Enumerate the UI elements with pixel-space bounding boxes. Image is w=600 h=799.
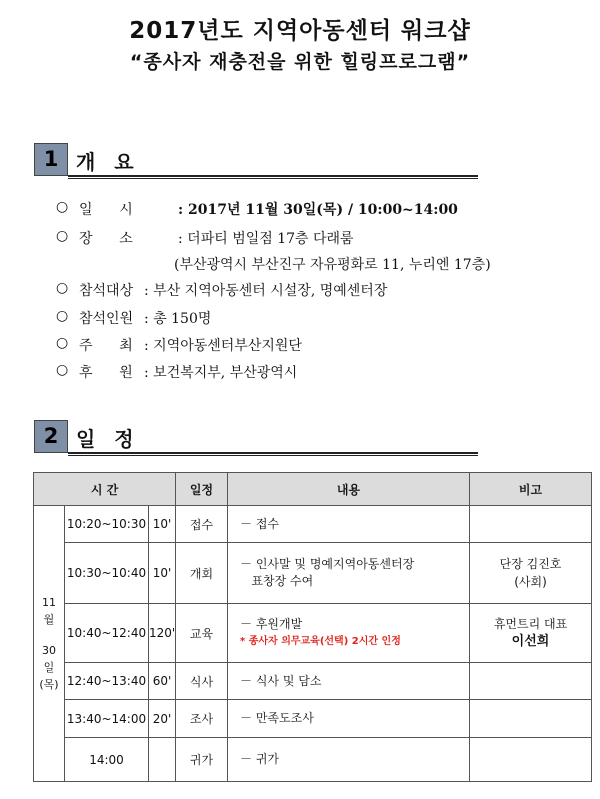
duration-cell [149, 738, 176, 782]
section-divider [68, 452, 478, 454]
content-cell [228, 543, 470, 604]
table-header-row [34, 473, 592, 506]
section-divider [68, 455, 478, 456]
section-divider [68, 175, 478, 177]
date-weekday: (목) [39, 678, 59, 691]
note-cell [470, 506, 592, 543]
note-cell [470, 604, 592, 663]
content-line: － 귀가 [240, 752, 280, 766]
time-cell: 13:40~14:00 [65, 700, 149, 738]
note-cell [470, 543, 592, 604]
duration-cell: 10' [149, 543, 176, 604]
content-line: － 만족도조사 [240, 711, 314, 725]
type-cell: 조사 [176, 700, 228, 738]
circle-bullet-icon: ○ [56, 228, 69, 244]
header-type: 일정 [176, 473, 228, 506]
type-cell: 교육 [176, 604, 228, 663]
time-cell: 10:20~10:30 [65, 506, 149, 543]
type-cell: 식사 [176, 663, 228, 700]
type-cell: 접수 [176, 506, 228, 543]
overview-value: : 2017년 11월 30일(목) / 10:00~14:00 [178, 202, 458, 218]
table-row [34, 700, 592, 738]
schedule-table [33, 472, 592, 782]
circle-bullet-icon: ○ [56, 335, 69, 351]
section-header-overview [34, 143, 474, 176]
note-line: 이선희 [511, 634, 550, 649]
content-line: 표창장 수여 [240, 574, 314, 588]
time-cell: 14:00 [65, 738, 149, 782]
duration-cell: 120' [149, 604, 176, 663]
table-row [34, 738, 592, 782]
content-line: － 인사말 및 명예지역아동센터장 [240, 557, 415, 571]
table-row [34, 543, 592, 604]
content-line: － 접수 [240, 516, 280, 531]
section-divider [68, 178, 478, 179]
overview-value: : 보건복지부, 부산광역시 [144, 365, 298, 381]
header-content: 내용 [228, 473, 470, 506]
section-number: 1 [34, 143, 68, 176]
circle-bullet-icon: ○ [56, 280, 69, 296]
page-title: 2017년도 지역아동센터 워크샵 [129, 18, 471, 44]
section-number: 2 [34, 420, 68, 453]
time-cell: 10:30~10:40 [65, 543, 149, 604]
overview-value: : 부산 지역아동센터 시설장, 명예센터장 [144, 283, 388, 299]
overview-value: : 지역아동센터부산지원단 [144, 338, 302, 354]
header-time: 시 간 [34, 473, 176, 506]
circle-bullet-icon: ○ [56, 308, 69, 324]
table-row [34, 506, 592, 543]
date-cell [34, 506, 65, 782]
circle-bullet-icon: ○ [56, 362, 69, 378]
section-title: 개 요 [76, 150, 140, 174]
date-month-unit: 월 [43, 613, 55, 626]
type-cell: 귀가 [176, 738, 228, 782]
content-cell [228, 700, 470, 738]
duration-cell: 10' [149, 506, 176, 543]
content-cell [228, 663, 470, 700]
content-line: － 후원개발 [240, 617, 303, 631]
circle-bullet-icon: ○ [56, 199, 69, 215]
note-line: 단장 김진호 [499, 557, 562, 571]
content-line: － 식사 및 담소 [240, 673, 322, 688]
time-cell: 10:40~12:40 [65, 604, 149, 663]
date-day: 30 [42, 644, 56, 657]
date-day-unit: 일 [43, 661, 55, 674]
note-cell [470, 663, 592, 700]
type-cell: 개회 [176, 543, 228, 604]
overview-label: 참석대상 [79, 283, 134, 299]
overview-value: : 더파티 범일점 17층 다래룸 [178, 231, 354, 247]
content-cell [228, 506, 470, 543]
time-cell: 12:40~13:40 [65, 663, 149, 700]
overview-label: 장 소 [79, 231, 133, 247]
overview-value: : 총 150명 [144, 311, 212, 327]
date-month: 11 [42, 596, 56, 609]
note-line: 휴먼트리 대표 [493, 617, 568, 631]
overview-label: 후 원 [79, 365, 133, 381]
section-header-schedule [34, 420, 474, 453]
content-highlight: * 종사자 의무교육(선택) 2시간 인정 [240, 636, 401, 647]
overview-label: 주 최 [79, 338, 133, 354]
overview-label: 일 시 [79, 202, 133, 218]
overview-value: (부산광역시 부산진구 자유평화로 11, 누리엔 17층) [174, 257, 491, 273]
section-title: 일 정 [76, 427, 140, 451]
page-subtitle: “종사자 재충전을 위한 힐링프로그램” [129, 51, 471, 73]
header-note: 비고 [470, 473, 592, 506]
table-row [34, 604, 592, 663]
content-cell [228, 738, 470, 782]
duration-cell: 20' [149, 700, 176, 738]
table-row [34, 663, 592, 700]
note-cell [470, 738, 592, 782]
note-cell [470, 700, 592, 738]
content-cell [228, 604, 470, 663]
duration-cell: 60' [149, 663, 176, 700]
overview-label: 참석인원 [79, 311, 134, 327]
note-line: (사회) [514, 575, 547, 589]
